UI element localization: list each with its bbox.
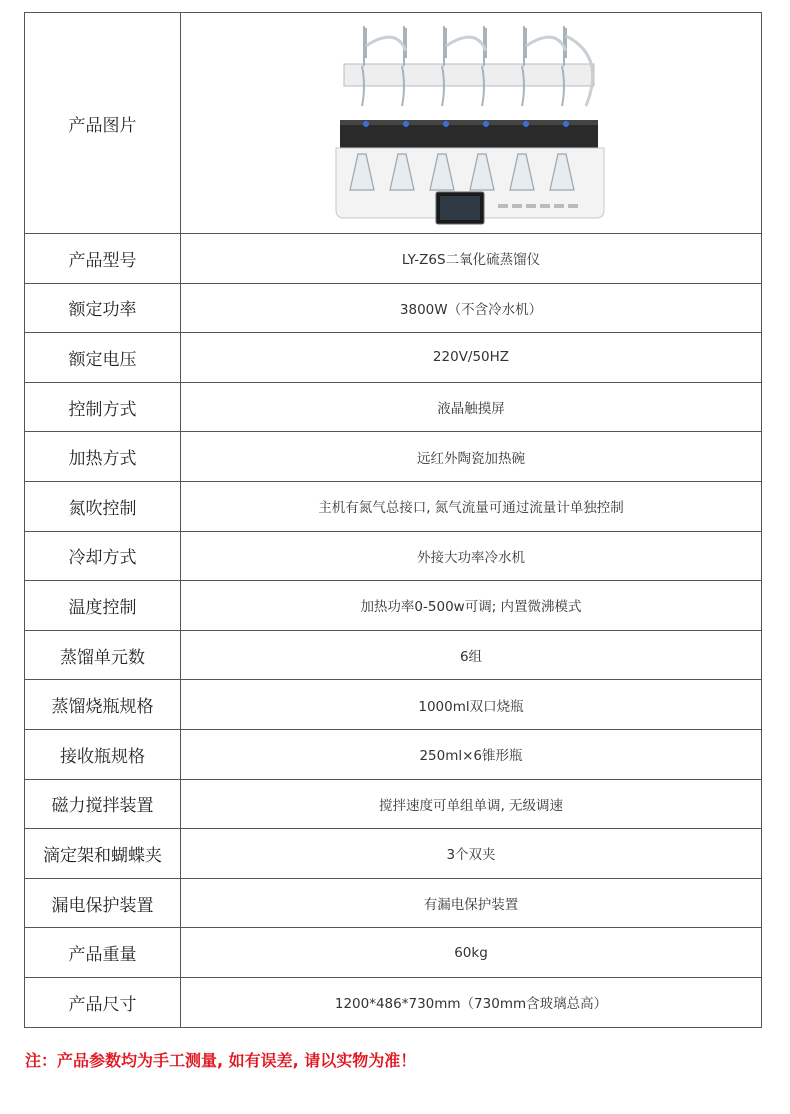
- spec-label: 额定电压: [25, 333, 181, 383]
- spec-label: 产品图片: [25, 13, 181, 234]
- spec-label: 产品型号: [25, 234, 181, 284]
- spec-table: [24, 12, 762, 1028]
- spec-label: 蒸馏烧瓶规格: [25, 680, 181, 730]
- spec-label: 冷却方式: [25, 531, 181, 581]
- spec-row: [25, 531, 762, 581]
- spec-row: [25, 382, 762, 432]
- spec-label: 产品重量: [25, 928, 181, 978]
- spec-row: [25, 779, 762, 829]
- spec-value: 外接大功率冷水机: [181, 531, 762, 581]
- distillation-apparatus-image: [326, 16, 616, 230]
- spec-label: 氮吹控制: [25, 481, 181, 531]
- spec-value: 3800W（不含冷水机）: [181, 283, 762, 333]
- spec-row: [25, 928, 762, 978]
- spec-row: [25, 630, 762, 680]
- spec-row: [25, 581, 762, 631]
- spec-row: [25, 680, 762, 730]
- spec-label: 接收瓶规格: [25, 729, 181, 779]
- spec-label: 滴定架和蝴蝶夹: [25, 829, 181, 879]
- spec-value: 有漏电保护装置: [181, 878, 762, 928]
- spec-row: [25, 729, 762, 779]
- spec-value: 3个双夹: [181, 829, 762, 879]
- spec-value: 250ml×6锥形瓶: [181, 729, 762, 779]
- spec-label: 温度控制: [25, 581, 181, 631]
- spec-row: [25, 283, 762, 333]
- spec-row: [25, 878, 762, 928]
- spec-label: 加热方式: [25, 432, 181, 482]
- spec-label: 产品尺寸: [25, 977, 181, 1027]
- image-row: [25, 13, 762, 234]
- product-image-cell: [181, 13, 762, 234]
- spec-row: [25, 829, 762, 879]
- spec-value: 6组: [181, 630, 762, 680]
- spec-row: [25, 234, 762, 284]
- spec-value: 搅拌速度可单组单调, 无级调速: [181, 779, 762, 829]
- spec-label: 磁力搅拌装置: [25, 779, 181, 829]
- spec-row: [25, 481, 762, 531]
- spec-value: 60kg: [181, 928, 762, 978]
- spec-label: 额定功率: [25, 283, 181, 333]
- spec-label: 漏电保护装置: [25, 878, 181, 928]
- spec-row: [25, 333, 762, 383]
- spec-value: 加热功率0-500w可调; 内置微沸模式: [181, 581, 762, 631]
- spec-row: [25, 977, 762, 1027]
- spec-value: LY-Z6S二氧化硫蒸馏仪: [181, 234, 762, 284]
- spec-value: 远红外陶瓷加热碗: [181, 432, 762, 482]
- disclaimer-note: 注：产品参数均为手工测量, 如有误差, 请以实物为准！: [25, 1051, 417, 1070]
- spec-value: 1000ml双口烧瓶: [181, 680, 762, 730]
- spec-value: 主机有氮气总接口, 氮气流量可通过流量计单独控制: [181, 481, 762, 531]
- spec-value: 220V/50HZ: [181, 333, 762, 383]
- spec-row: [25, 432, 762, 482]
- spec-value: 液晶触摸屏: [181, 382, 762, 432]
- spec-value: 1200*486*730mm（730mm含玻璃总高）: [181, 977, 762, 1027]
- spec-label: 蒸馏单元数: [25, 630, 181, 680]
- spec-label: 控制方式: [25, 382, 181, 432]
